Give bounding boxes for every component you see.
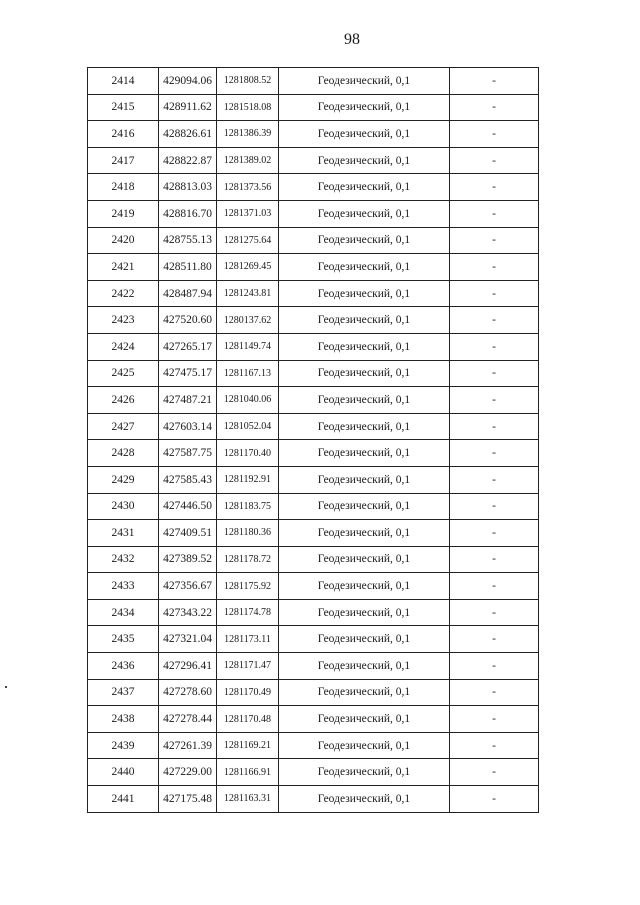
- table-row: [88, 466, 539, 493]
- method-accuracy-cell: Геодезический, 0,1: [279, 573, 450, 600]
- table-row: [88, 254, 539, 281]
- point-number-cell: 2441: [88, 786, 159, 813]
- x-coordinate-cell: 428813.03: [159, 174, 217, 201]
- point-number-cell: 2430: [88, 493, 159, 520]
- y-coordinate-cell: 1281386.39: [217, 121, 279, 148]
- description-cell: -: [450, 599, 539, 626]
- y-coordinate-cell: 1281275.64: [217, 227, 279, 254]
- table-row: [88, 599, 539, 626]
- x-coordinate-cell: 427475.17: [159, 360, 217, 387]
- table-row: [88, 227, 539, 254]
- y-coordinate-cell: 1281171.47: [217, 653, 279, 680]
- method-accuracy-cell: Геодезический, 0,1: [279, 200, 450, 227]
- x-coordinate-cell: 428511.80: [159, 254, 217, 281]
- description-cell: -: [450, 200, 539, 227]
- method-accuracy-cell: Геодезический, 0,1: [279, 706, 450, 733]
- x-coordinate-cell: 427446.50: [159, 493, 217, 520]
- method-accuracy-cell: Геодезический, 0,1: [279, 626, 450, 653]
- table-row: [88, 653, 539, 680]
- method-accuracy-cell: Геодезический, 0,1: [279, 333, 450, 360]
- scan-artifact: [5, 686, 7, 688]
- description-cell: -: [450, 626, 539, 653]
- method-accuracy-cell: Геодезический, 0,1: [279, 147, 450, 174]
- y-coordinate-cell: 1281389.02: [217, 147, 279, 174]
- table-row: [88, 413, 539, 440]
- table-row: [88, 626, 539, 653]
- x-coordinate-cell: 427296.41: [159, 653, 217, 680]
- x-coordinate-cell: 427265.17: [159, 333, 217, 360]
- description-cell: -: [450, 732, 539, 759]
- table-row: [88, 307, 539, 334]
- description-cell: -: [450, 706, 539, 733]
- y-coordinate-cell: 1281170.48: [217, 706, 279, 733]
- y-coordinate-cell: 1281373.56: [217, 174, 279, 201]
- table-row: [88, 440, 539, 467]
- method-accuracy-cell: Геодезический, 0,1: [279, 440, 450, 467]
- point-number-cell: 2422: [88, 280, 159, 307]
- point-number-cell: 2418: [88, 174, 159, 201]
- table-body: [88, 68, 539, 813]
- point-number-cell: 2423: [88, 307, 159, 334]
- method-accuracy-cell: Геодезический, 0,1: [279, 413, 450, 440]
- table-row: [88, 679, 539, 706]
- point-number-cell: 2415: [88, 94, 159, 121]
- description-cell: -: [450, 68, 539, 95]
- x-coordinate-cell: 427229.00: [159, 759, 217, 786]
- method-accuracy-cell: Геодезический, 0,1: [279, 679, 450, 706]
- y-coordinate-cell: 1281166.91: [217, 759, 279, 786]
- x-coordinate-cell: 427587.75: [159, 440, 217, 467]
- table-row: [88, 573, 539, 600]
- point-number-cell: 2428: [88, 440, 159, 467]
- point-number-cell: 2433: [88, 573, 159, 600]
- y-coordinate-cell: 1281170.49: [217, 679, 279, 706]
- description-cell: -: [450, 121, 539, 148]
- y-coordinate-cell: 1281167.13: [217, 360, 279, 387]
- x-coordinate-cell: 427487.21: [159, 387, 217, 414]
- point-number-cell: 2440: [88, 759, 159, 786]
- method-accuracy-cell: Геодезический, 0,1: [279, 121, 450, 148]
- x-coordinate-cell: 428487.94: [159, 280, 217, 307]
- x-coordinate-cell: 429094.06: [159, 68, 217, 95]
- method-accuracy-cell: Геодезический, 0,1: [279, 360, 450, 387]
- x-coordinate-cell: 427278.60: [159, 679, 217, 706]
- description-cell: -: [450, 679, 539, 706]
- x-coordinate-cell: 428755.13: [159, 227, 217, 254]
- point-number-cell: 2414: [88, 68, 159, 95]
- x-coordinate-cell: 428826.61: [159, 121, 217, 148]
- y-coordinate-cell: 1281183.75: [217, 493, 279, 520]
- y-coordinate-cell: 1281371.03: [217, 200, 279, 227]
- x-coordinate-cell: 427261.39: [159, 732, 217, 759]
- point-number-cell: 2424: [88, 333, 159, 360]
- point-number-cell: 2436: [88, 653, 159, 680]
- description-cell: -: [450, 520, 539, 547]
- table-row: [88, 732, 539, 759]
- point-number-cell: 2417: [88, 147, 159, 174]
- x-coordinate-cell: 427409.51: [159, 520, 217, 547]
- y-coordinate-cell: 1281175.92: [217, 573, 279, 600]
- method-accuracy-cell: Геодезический, 0,1: [279, 68, 450, 95]
- table-row: [88, 387, 539, 414]
- x-coordinate-cell: 427321.04: [159, 626, 217, 653]
- description-cell: -: [450, 413, 539, 440]
- table-row: [88, 280, 539, 307]
- description-cell: -: [450, 307, 539, 334]
- description-cell: -: [450, 759, 539, 786]
- method-accuracy-cell: Геодезический, 0,1: [279, 493, 450, 520]
- description-cell: -: [450, 546, 539, 573]
- description-cell: -: [450, 280, 539, 307]
- y-coordinate-cell: 1281269.45: [217, 254, 279, 281]
- description-cell: -: [450, 653, 539, 680]
- point-number-cell: 2429: [88, 466, 159, 493]
- y-coordinate-cell: 1281149.74: [217, 333, 279, 360]
- table-row: [88, 147, 539, 174]
- method-accuracy-cell: Геодезический, 0,1: [279, 599, 450, 626]
- description-cell: -: [450, 227, 539, 254]
- point-number-cell: 2419: [88, 200, 159, 227]
- description-cell: -: [450, 94, 539, 121]
- description-cell: -: [450, 174, 539, 201]
- y-coordinate-cell: 1281170.40: [217, 440, 279, 467]
- table-row: [88, 174, 539, 201]
- method-accuracy-cell: Геодезический, 0,1: [279, 653, 450, 680]
- y-coordinate-cell: 1281174.78: [217, 599, 279, 626]
- table-row: [88, 94, 539, 121]
- method-accuracy-cell: Геодезический, 0,1: [279, 280, 450, 307]
- y-coordinate-cell: 1281169.21: [217, 732, 279, 759]
- x-coordinate-cell: 427356.67: [159, 573, 217, 600]
- table-row: [88, 121, 539, 148]
- method-accuracy-cell: Геодезический, 0,1: [279, 520, 450, 547]
- y-coordinate-cell: 1281192.91: [217, 466, 279, 493]
- x-coordinate-cell: 427603.14: [159, 413, 217, 440]
- point-number-cell: 2439: [88, 732, 159, 759]
- point-number-cell: 2416: [88, 121, 159, 148]
- method-accuracy-cell: Геодезический, 0,1: [279, 466, 450, 493]
- y-coordinate-cell: 1281180.36: [217, 520, 279, 547]
- x-coordinate-cell: 427389.52: [159, 546, 217, 573]
- x-coordinate-cell: 428816.70: [159, 200, 217, 227]
- description-cell: -: [450, 254, 539, 281]
- y-coordinate-cell: 1281518.08: [217, 94, 279, 121]
- table-row: [88, 333, 539, 360]
- table-row: [88, 759, 539, 786]
- point-number-cell: 2434: [88, 599, 159, 626]
- method-accuracy-cell: Геодезический, 0,1: [279, 254, 450, 281]
- point-number-cell: 2432: [88, 546, 159, 573]
- description-cell: -: [450, 493, 539, 520]
- description-cell: -: [450, 387, 539, 414]
- table-row: [88, 493, 539, 520]
- table-row: [88, 520, 539, 547]
- point-number-cell: 2425: [88, 360, 159, 387]
- point-number-cell: 2435: [88, 626, 159, 653]
- coordinates-table: [87, 67, 539, 813]
- point-number-cell: 2431: [88, 520, 159, 547]
- method-accuracy-cell: Геодезический, 0,1: [279, 307, 450, 334]
- description-cell: -: [450, 360, 539, 387]
- table-row: [88, 200, 539, 227]
- y-coordinate-cell: 1281040.06: [217, 387, 279, 414]
- method-accuracy-cell: Геодезический, 0,1: [279, 546, 450, 573]
- method-accuracy-cell: Геодезический, 0,1: [279, 786, 450, 813]
- x-coordinate-cell: 428911.62: [159, 94, 217, 121]
- y-coordinate-cell: 1281163.31: [217, 786, 279, 813]
- point-number-cell: 2437: [88, 679, 159, 706]
- page-number: 98: [344, 31, 360, 48]
- method-accuracy-cell: Геодезический, 0,1: [279, 387, 450, 414]
- description-cell: -: [450, 786, 539, 813]
- table-row: [88, 360, 539, 387]
- table-row: [88, 706, 539, 733]
- x-coordinate-cell: 427520.60: [159, 307, 217, 334]
- y-coordinate-cell: 1281173.11: [217, 626, 279, 653]
- point-number-cell: 2438: [88, 706, 159, 733]
- y-coordinate-cell: 1281178.72: [217, 546, 279, 573]
- method-accuracy-cell: Геодезический, 0,1: [279, 732, 450, 759]
- description-cell: -: [450, 147, 539, 174]
- description-cell: -: [450, 466, 539, 493]
- point-number-cell: 2426: [88, 387, 159, 414]
- x-coordinate-cell: 427278.44: [159, 706, 217, 733]
- table-row: [88, 786, 539, 813]
- description-cell: -: [450, 440, 539, 467]
- x-coordinate-cell: 427343.22: [159, 599, 217, 626]
- y-coordinate-cell: 1281243.81: [217, 280, 279, 307]
- table-row: [88, 546, 539, 573]
- x-coordinate-cell: 427175.48: [159, 786, 217, 813]
- y-coordinate-cell: 1281052.04: [217, 413, 279, 440]
- x-coordinate-cell: 428822.87: [159, 147, 217, 174]
- description-cell: -: [450, 573, 539, 600]
- y-coordinate-cell: 1280137.62: [217, 307, 279, 334]
- point-number-cell: 2420: [88, 227, 159, 254]
- x-coordinate-cell: 427585.43: [159, 466, 217, 493]
- description-cell: -: [450, 333, 539, 360]
- point-number-cell: 2421: [88, 254, 159, 281]
- method-accuracy-cell: Геодезический, 0,1: [279, 759, 450, 786]
- y-coordinate-cell: 1281808.52: [217, 68, 279, 95]
- method-accuracy-cell: Геодезический, 0,1: [279, 227, 450, 254]
- method-accuracy-cell: Геодезический, 0,1: [279, 174, 450, 201]
- point-number-cell: 2427: [88, 413, 159, 440]
- method-accuracy-cell: Геодезический, 0,1: [279, 94, 450, 121]
- table-row: [88, 68, 539, 95]
